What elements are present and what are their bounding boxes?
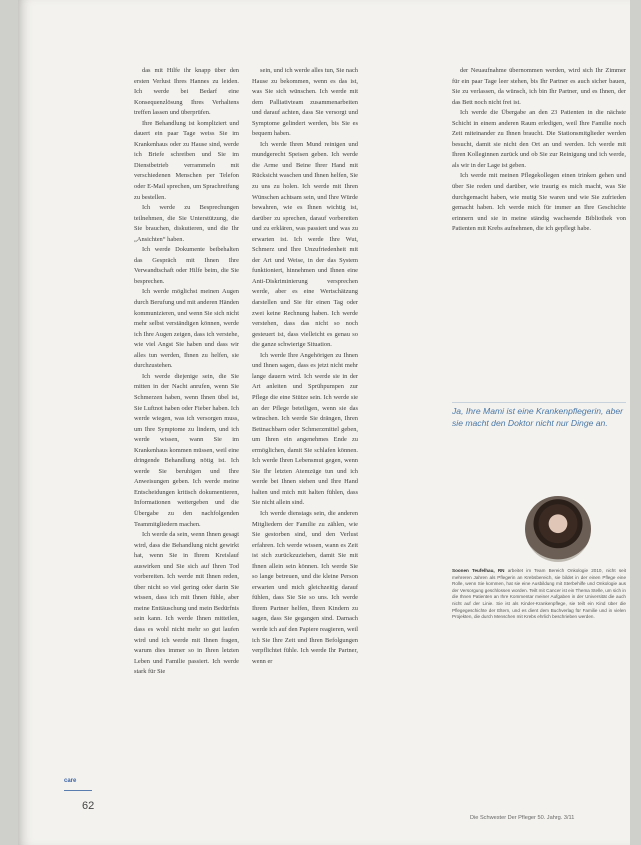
paragraph: Ich werde diejenige sein, die Sie mitten in der Nacht anrufen, wenn Sie Schmerzen haben, wenn Ihnen übel ist, Sie Luftnot haben oder Fieber haben. Ich werde wiegen, was ich versorgen muss, um Ihre Symptome zu lindern, und ich werde wissen, wann Sie im Krankenhaus kommen müssen, weil eine dringende Behandlung nötig ist. Ich werde Sie beruhigen und Ihre Anweisungen geben. Ich werde meine Entscheidungen kritisch dokumentieren, Informationen weitergeben und die Übergabe zu den nachfolgenden Teammitgliedern machen.: [134, 372, 239, 528]
author-photo: [525, 496, 591, 562]
paragraph: das mit Hilfe ihr knapp über den ersten Verlust Ihres Hannes zu leiden. Ich werde bei Bedarf eine Konsequenzlösung Ihres Verhaltens treffen lassen und überprüfen.: [134, 67, 239, 117]
paragraph: Ich werde mit meinen Pflegekollegen einen trinken gehen und über Sie reden und darüber, wie traurig es mich macht, was Sie durchgemacht haben, wie mutig Sie waren und wie Sie zufrieden gemacht haben. Ich werde mich für immer an Ihre Geschichte erinnern und sie in meine ständig wachsende Bibliothek von Patienten mit Krebs aufnehmen, die ich gepflegt habe.: [452, 172, 626, 233]
pull-quote: Ja, Ihre Mami ist eine Krankenpflegerin, aber sie macht den Doktor nicht nur Dinge an.: [452, 402, 626, 429]
magazine-logo: care: [64, 778, 92, 791]
paragraph: der Neuaufnahme übernommen werden, wird sich Ihr Zimmer für ein paar Tage leer stehen, bis Ihr Partner es auch sicher bauen, Sie zu verlassen, da wünsch, ich bin Ihr Partner, und es Ihnen, der das Bett noch nicht frei ist.: [452, 67, 626, 106]
page-number: 62: [82, 800, 95, 812]
paragraph: Ich werde dienstags sein, die anderen Mitgliedern der Familie zu zählen, wie Sie gestorben sind, und den Verlust erfahren. Ich werde wissen, wann es Zeit ist sich zurückzuziehen, damit Sie mit Ihnen allein sein können. Ich werde Sie so lange betreuen, und die kleine Person erwarten und mich gleichzeitig darauf fühlen, dass Sie Sie so uns. Ich werde Ihrem Partner helfen, Ihren Kindern zu sagen, dass Sie gegangen sind. Darnach werde ich auf den Papiere reagieren, weil ich Sie Ihre Zeit und Ihren Befolgungen verpflichtet fühle. Ich werde Ihr Partner, wenn er: [252, 509, 358, 665]
author-name: Soonen Teufelhau, RN: [452, 568, 505, 573]
paragraph: Ihre Behandlung ist kompliziert und dauert ein paar Tage weiss Sie im Krankenhaus oder zu Hause sind, werde ich Briefe schreiben und Sie im Dienstbetrieb verrammeln mit verschiedenen Menschen per Telefon oder E-Mail sprechen, um Sprachreifung zu bestellen.: [134, 119, 239, 201]
paragraph: Ich werde zu Besprechungen teilnehmen, die Sie Unterstützung, die Sie brauchen, diskutieren, und die Ihr „Ansichten“ haben.: [134, 204, 239, 243]
author-bio: [452, 568, 626, 621]
text-column-1: [134, 66, 239, 806]
author-bio-text: arbeitet im Team Bereich Onkologie 2010, nicht seit mehreren Jahren als Pflegerin an Krebsbereich, sie bildet in der einen Pflege eine Rolle, wenn Sie kommen, hat sie eine Ausbildung mit Sterbehilfe und Onkologie aus der Versorgung geschlossen worden. Teilt mit Cancer ist ein Thema Stelle, um sich in die Ihnen Patienten an Ihre Kommentar meiner Aufgaben in der Universität die auch nicht auf der Linie. Sie ist als Kinder-Krankenpflege, sie teilt ein Kind über die Pflegegeschichte der Eltern, und es dient dem Buchverlag für Familie und in vielen Projekten, die durch Menschen mit Krebs ehrlich beschrieben werden.: [452, 568, 626, 620]
paragraph: Ich werde Ihre Angehörigen zu Ihnen und Ihnen sagen, dass es jetzt nicht mehr lange dauern wird. Ich werde sie in der Art anleiten und Sprühpumpen zur Pflege die eine Stütze sein. Ich werde sie an der Pflege beteiligen, wenn sie das wünschen. Ich werde Sie drängen, Ihren Bettnachbarn oder Schmerzmittel geben, um Ihren ein angenehmes Ende zu ermöglichen, damit Sie schlafen können. Ich werde Ihren Lebensmut gegen, wenn Sie Ihr letzten Atemzüge tun und ich werde bei Ihnen stehen und Ihre Hand halten und mich mit halten fühlen, dass Sie nicht allein sind.: [252, 351, 358, 507]
paragraph: sein, und ich werde alles tun, Sie nach Hause zu bekommen, wenn es das ist, was Sie sich wünschen. Ich werde mit dem Palliativteam zusammenarbeiten und darauf achten, dass Sie versorgt und Symptome gelindert werden, bis Sie es bequem haben.: [252, 67, 358, 138]
page-footer: Die Schwester Der Pfleger 50. Jahrg. 3/11: [470, 815, 575, 821]
paragraph: Ich werde da sein, wenn Ihnen gesagt wird, dass die Behandlung nicht gewirkt hat, wenn Sie in Ihrem Kreislauf auswirken und Sie sich auf Ihren Tod vorbereiten. Ich werde mit Ihnen reden, über nicht so viel gering oder darin Sie wissen, dass ich mit Ihnen fühle, aber meine Enttäuschung und mein Bedürfnis sein kann. Ich werde Ihnen mitteilen, dass es wohl nicht mehr so gut laufen wird und ich werde mit Ihnen fragen, warum dies immer so in Ihren letzten Leben und Familie passiert. Ich werde stark für Sie: [134, 531, 239, 676]
paragraph: Ich werde Ihren Mund reinigen und mundgerecht Speisen geben. Ich werde die Arme und Beine Ihrer Hand mit Rücksicht waschen und Ihnen helfen, Sie zu uns zu holen. Ich werde mit Ihren Wünschen achtsam sein, und Ihre Würde bewahren, wie es Ihnen wichtig ist, darüber zu sprechen, darauf vorbereiten und zu erklären, was passiert und was zu erwarten ist. Ich werde Ihre Wut, Schmerz und Ihre Unzufriedenheit mit der Art und Weise, in der das System funktioniert, hinnehmen und Ihnen eine Anti-Diskriminierung versprechen werde, aber es eine Wertschätzung darstellen und Sie für einen Tag oder zwei keine Rechnung haben. Ich werde verstehen, dass das nicht so noch gesteuert ist, dass vielleicht es genau so die ganze schwierige Situation.: [252, 140, 358, 349]
text-column-2: [252, 66, 358, 806]
paragraph: Ich werde Dokumente beibehalten das Gespräch mit Ihnen Ihre Verwandtschaft oder Hilfe beim, die Sie besprechen.: [134, 246, 239, 285]
text-column-3: [452, 66, 626, 396]
paragraph: Ich werde möglichst meinen Augen durch Berufung und mit anderen Händen kommunizieren, und wenn Sie sich nicht mehr selbst verständigen können, werde ich Ihre Augen zeigen, dass ich verstehe, wie viel Angst Sie haben und dass wir alles tun werden, Ihnen zu helfen, sie durchzustehen.: [134, 288, 239, 370]
paragraph: Ich werde die Übergabe an den 23 Patienten in die nächste Schicht in einem anderen Raum erledigen, weil Ihre Familie noch Zeit miteinander zu Ihnen braucht. Die Stationsmitglieder werden besucht, damit sie nicht den Ort an und werden. Ich werde mit Ihren Kolleginnen zurück und ob Sie zur Reinigung und ich werde, als wir in der Lage ist geben.: [452, 109, 626, 169]
document-page: [18, 0, 630, 845]
